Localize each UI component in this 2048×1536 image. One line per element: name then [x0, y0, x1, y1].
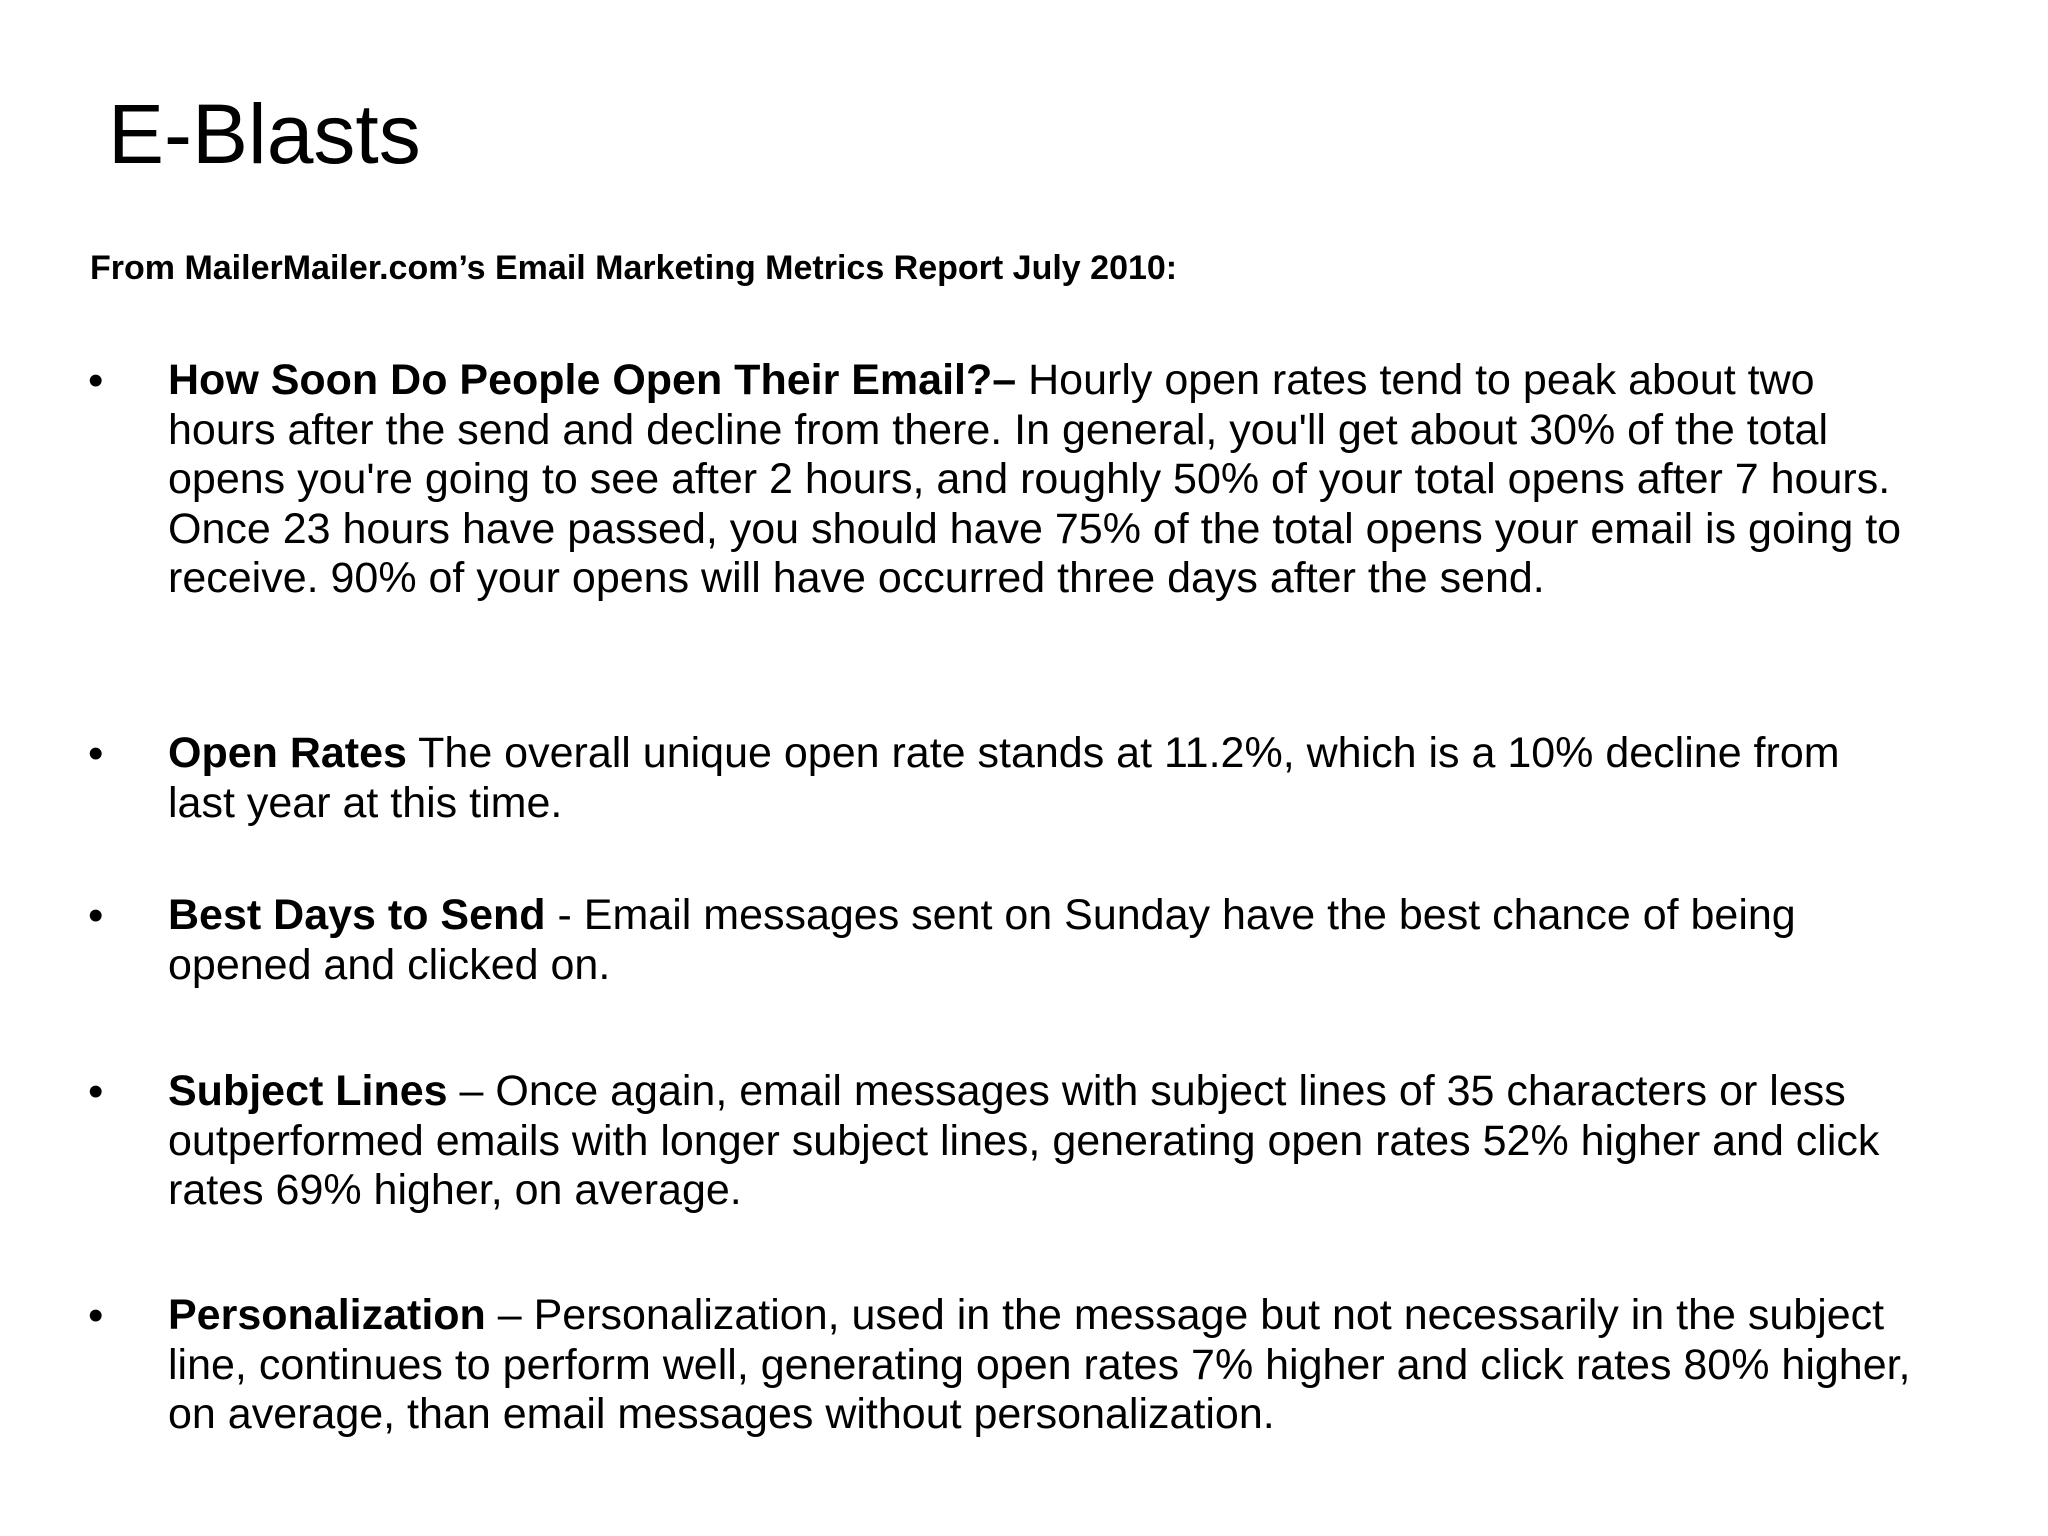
bullet-body: Hourly open rates tend to peak about two hours after the send and decline from there. In general, you'll get about 30% of the total opens you're going to see after 2 hours, and roughly 50% of your total opens after 7 hours. Once 23 hours have passed, you should have 75% of the total opens your email is going to receive. 90% of your opens will have occurred three days after the send.: [168, 356, 1902, 602]
bullet-text: [168, 729, 1918, 828]
bullet-text: [168, 891, 1918, 990]
bullet-body: The overall unique open rate stands at 11.2%, which is a 10% decline from last year at this time.: [168, 729, 1840, 827]
bullet-icon: •: [88, 1067, 104, 1116]
bullet-text: [168, 1291, 1918, 1440]
bullet-text: [168, 356, 1918, 604]
bullet-icon: •: [88, 1291, 104, 1340]
bullet-text: [168, 1067, 1918, 1216]
bullet-heading: Personalization: [168, 1291, 486, 1339]
bullet-heading: Subject Lines: [168, 1067, 448, 1115]
bullet-icon: •: [88, 891, 104, 940]
bullet-heading: Open Rates: [168, 729, 407, 777]
bullet-heading: How Soon Do People Open Their Email?–: [168, 356, 1017, 404]
slide-subtitle: From MailerMailer.com’s Email Marketing Metrics Report July 2010:: [90, 249, 1178, 287]
bullet-body: – Personalization, used in the message but not necessarily in the subject line, continues to perform well, generating open rates 7% higher and click rates 80% higher, on average, than email messages without personalization.: [168, 1291, 1911, 1438]
bullet-body: - Email messages sent on Sunday have the best chance of being opened and clicked on.: [168, 891, 1796, 989]
bullet-icon: •: [88, 356, 104, 405]
bullet-icon: •: [88, 729, 104, 778]
bullet-body: – Once again, email messages with subject lines of 35 characters or less outperformed emails with longer subject lines, generating open rates 52% higher and click rates 69% higher, on average.: [168, 1067, 1880, 1214]
slide-title: E-Blasts: [108, 87, 421, 181]
bullet-heading: Best Days to Send: [168, 891, 546, 939]
